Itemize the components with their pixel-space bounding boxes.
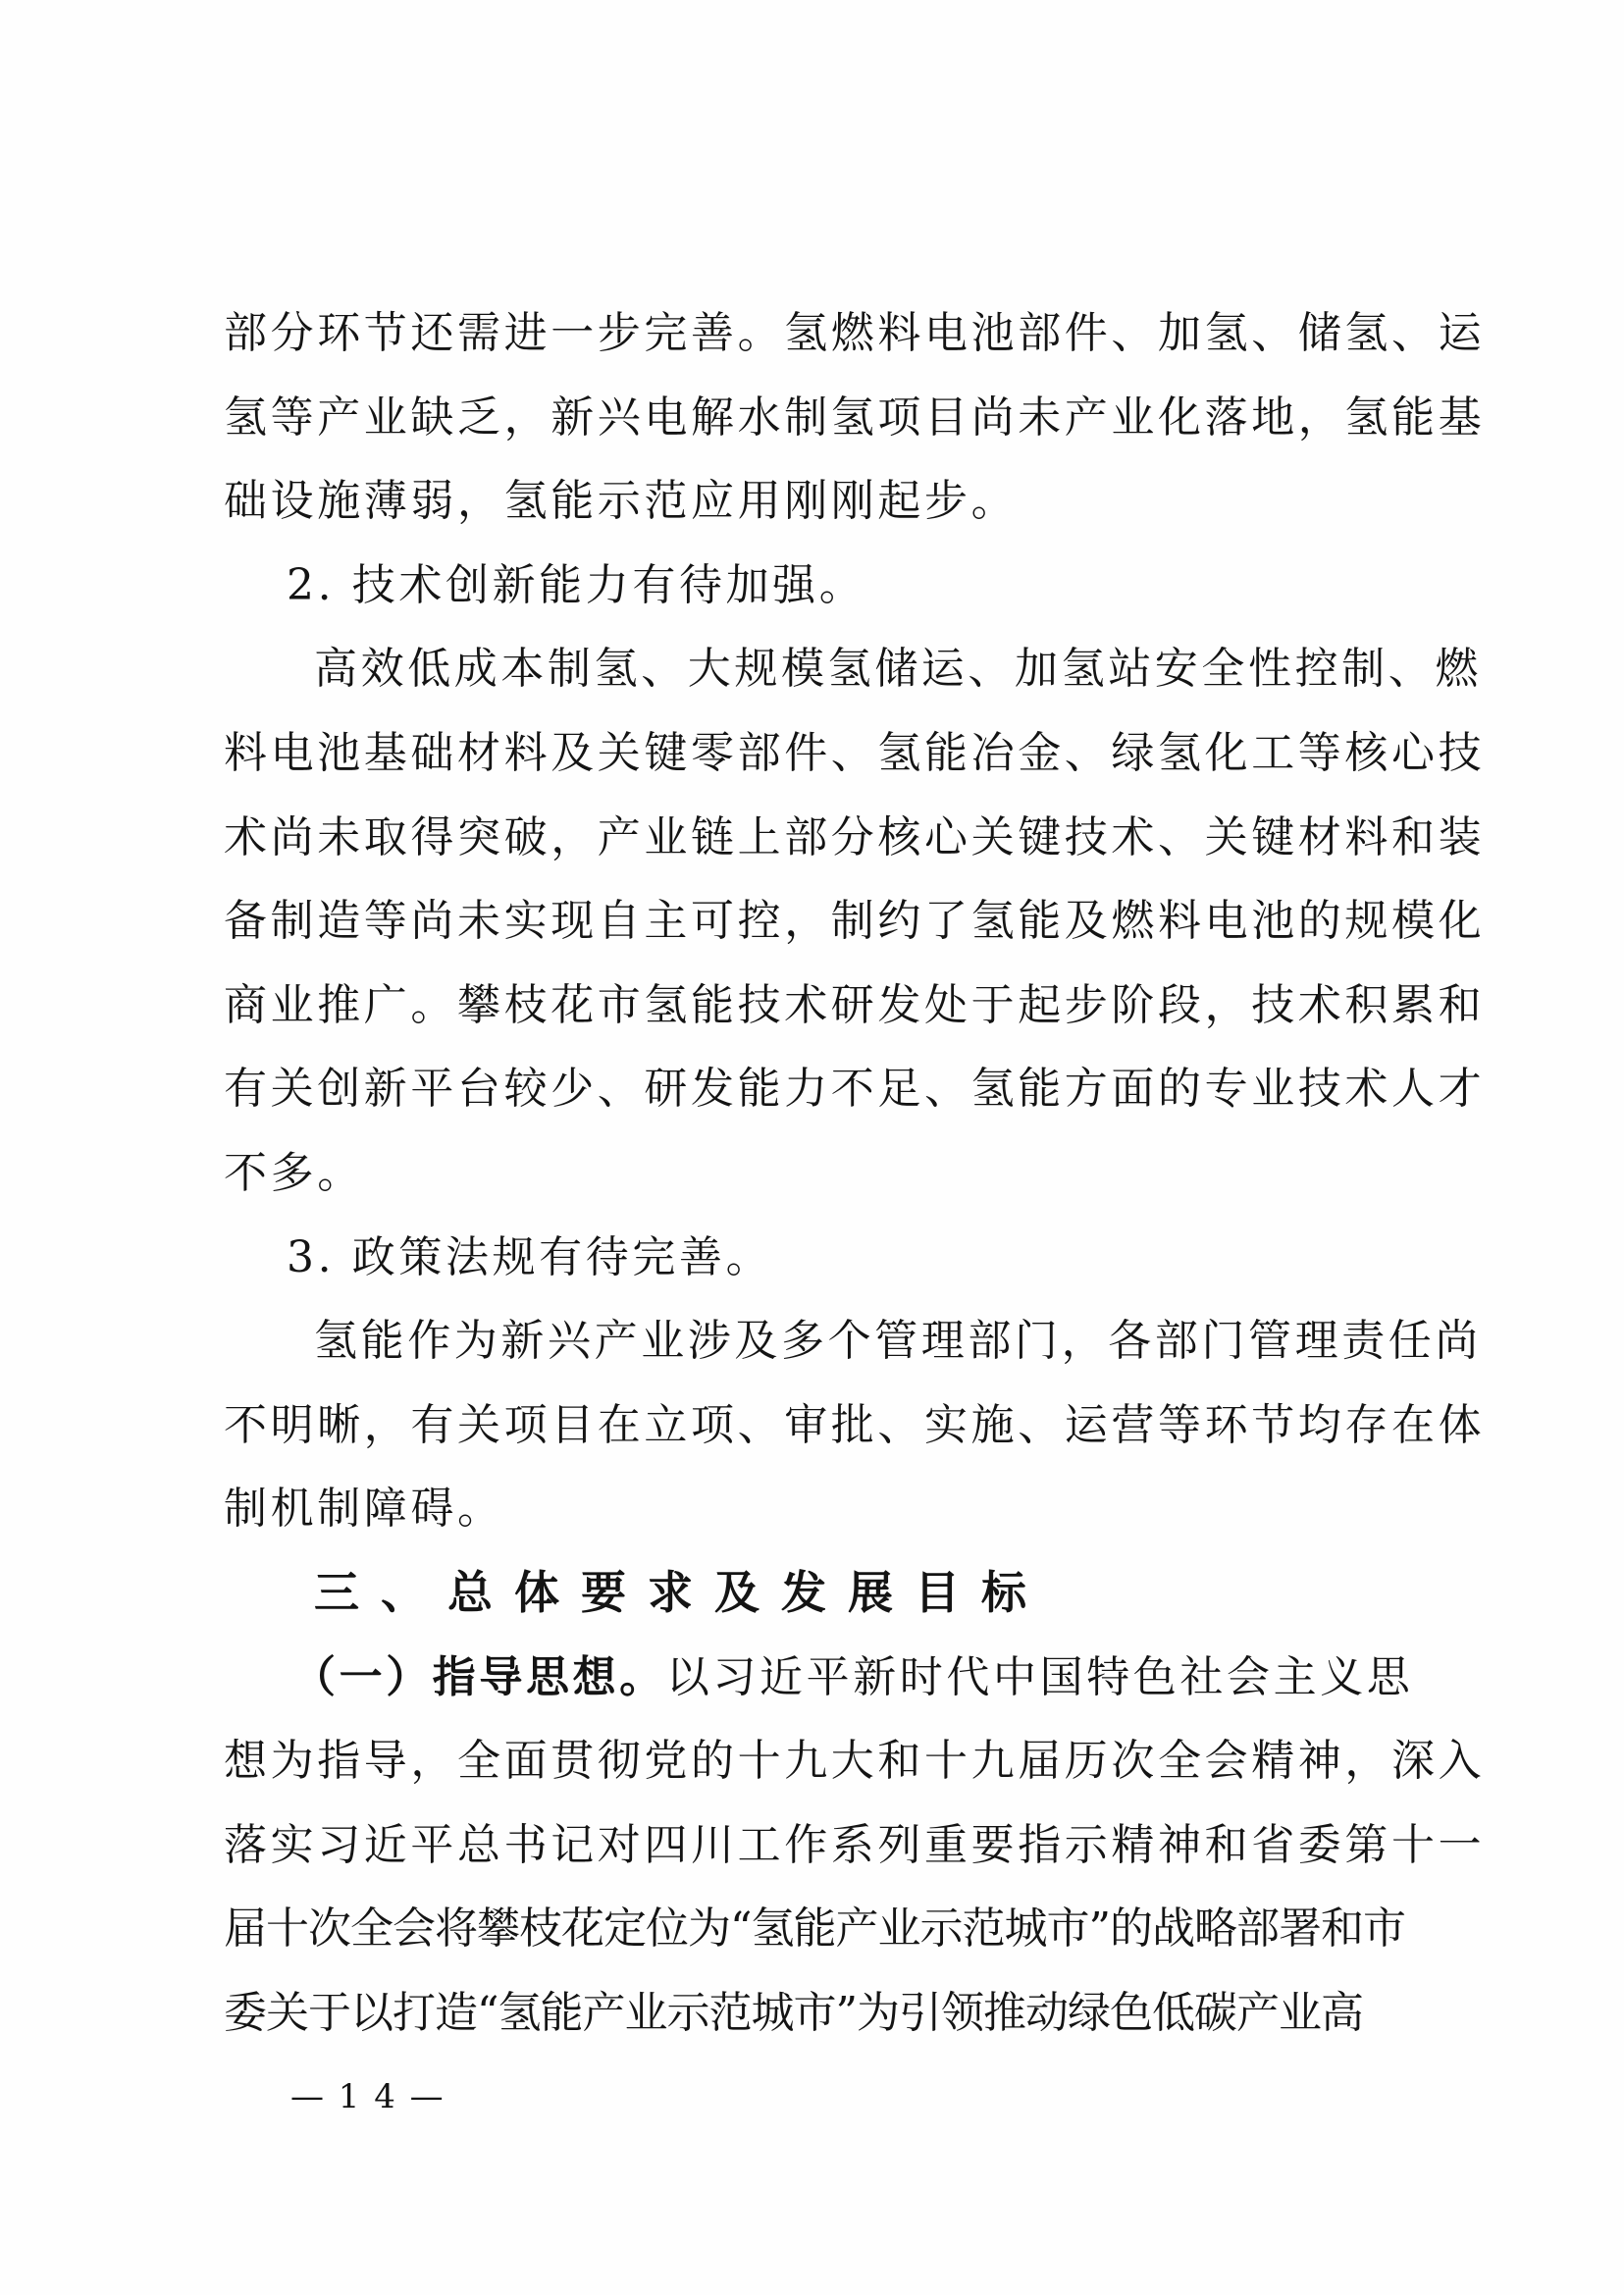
text-line: （一）指导思想。以习近平新时代中国特色社会主义思 xyxy=(292,1651,1414,1702)
text-line: 不多。 xyxy=(224,1147,364,1198)
text-line: 础设施薄弱，氢能示范应用刚刚起步。 xyxy=(224,476,1019,527)
text-line: 委关于以打造“氢能产业示范城市”为引领推动绿色低碳产业高 xyxy=(224,1987,1363,2038)
numbered-item-2: 2. 技术创新能力有待加强。 xyxy=(287,559,866,610)
text-line: 不明晰，有关项目在立项、审批、实施、运营等环节均存在体 xyxy=(224,1399,1486,1450)
text-line: 商业推广。攀枝花市氢能技术研发处于起步阶段，技术积累和 xyxy=(224,979,1486,1030)
text-line: 氢等产业缺乏，新兴电解水制氢项目尚未产业化落地，氢能基 xyxy=(224,391,1486,443)
text-line: 制机制障碍。 xyxy=(224,1484,504,1535)
text-line: 备制造等尚未实现自主可控，制约了氢能及燃料电池的规模化 xyxy=(224,896,1486,947)
text-line: 落实习近平总书记对四川工作系列重要指示精神和省委第十一 xyxy=(224,1819,1486,1870)
subsection-label: （一）指导思想。 xyxy=(292,1651,666,1702)
text-line: 届十次全会将攀枝花定位为“氢能产业示范城市”的战略部署和市 xyxy=(224,1904,1405,1955)
text-line: 术尚未取得突破，产业链上部分核心关键技术、关键材料和装 xyxy=(224,811,1486,862)
text-line: 料电池基础材料及关键零部件、氢能冶金、绿氢化工等核心技 xyxy=(224,727,1486,778)
text-line: 氢能作为新兴产业涉及多个管理部门，各部门管理责任尚 xyxy=(314,1316,1482,1367)
page-number: — 1 4 — xyxy=(290,2077,445,2116)
text-line: 想为指导，全面贯彻党的十九大和十九届历次全会精神，深入 xyxy=(224,1736,1486,1787)
text-line: 有关创新平台较少、研发能力不足、氢能方面的专业技术人才 xyxy=(224,1064,1486,1115)
text-line: 高效低成本制氢、大规模氢储运、加氢站安全性控制、燃 xyxy=(314,644,1482,695)
section-heading: 三、总体要求及发展目标 xyxy=(314,1565,1048,1619)
text-line: 部分环节还需进一步完善。氢燃料电池部件、加氢、储氢、运 xyxy=(224,308,1486,358)
numbered-item-3: 3. 政策法规有待完善。 xyxy=(287,1231,773,1282)
text-block xyxy=(224,291,1486,2055)
